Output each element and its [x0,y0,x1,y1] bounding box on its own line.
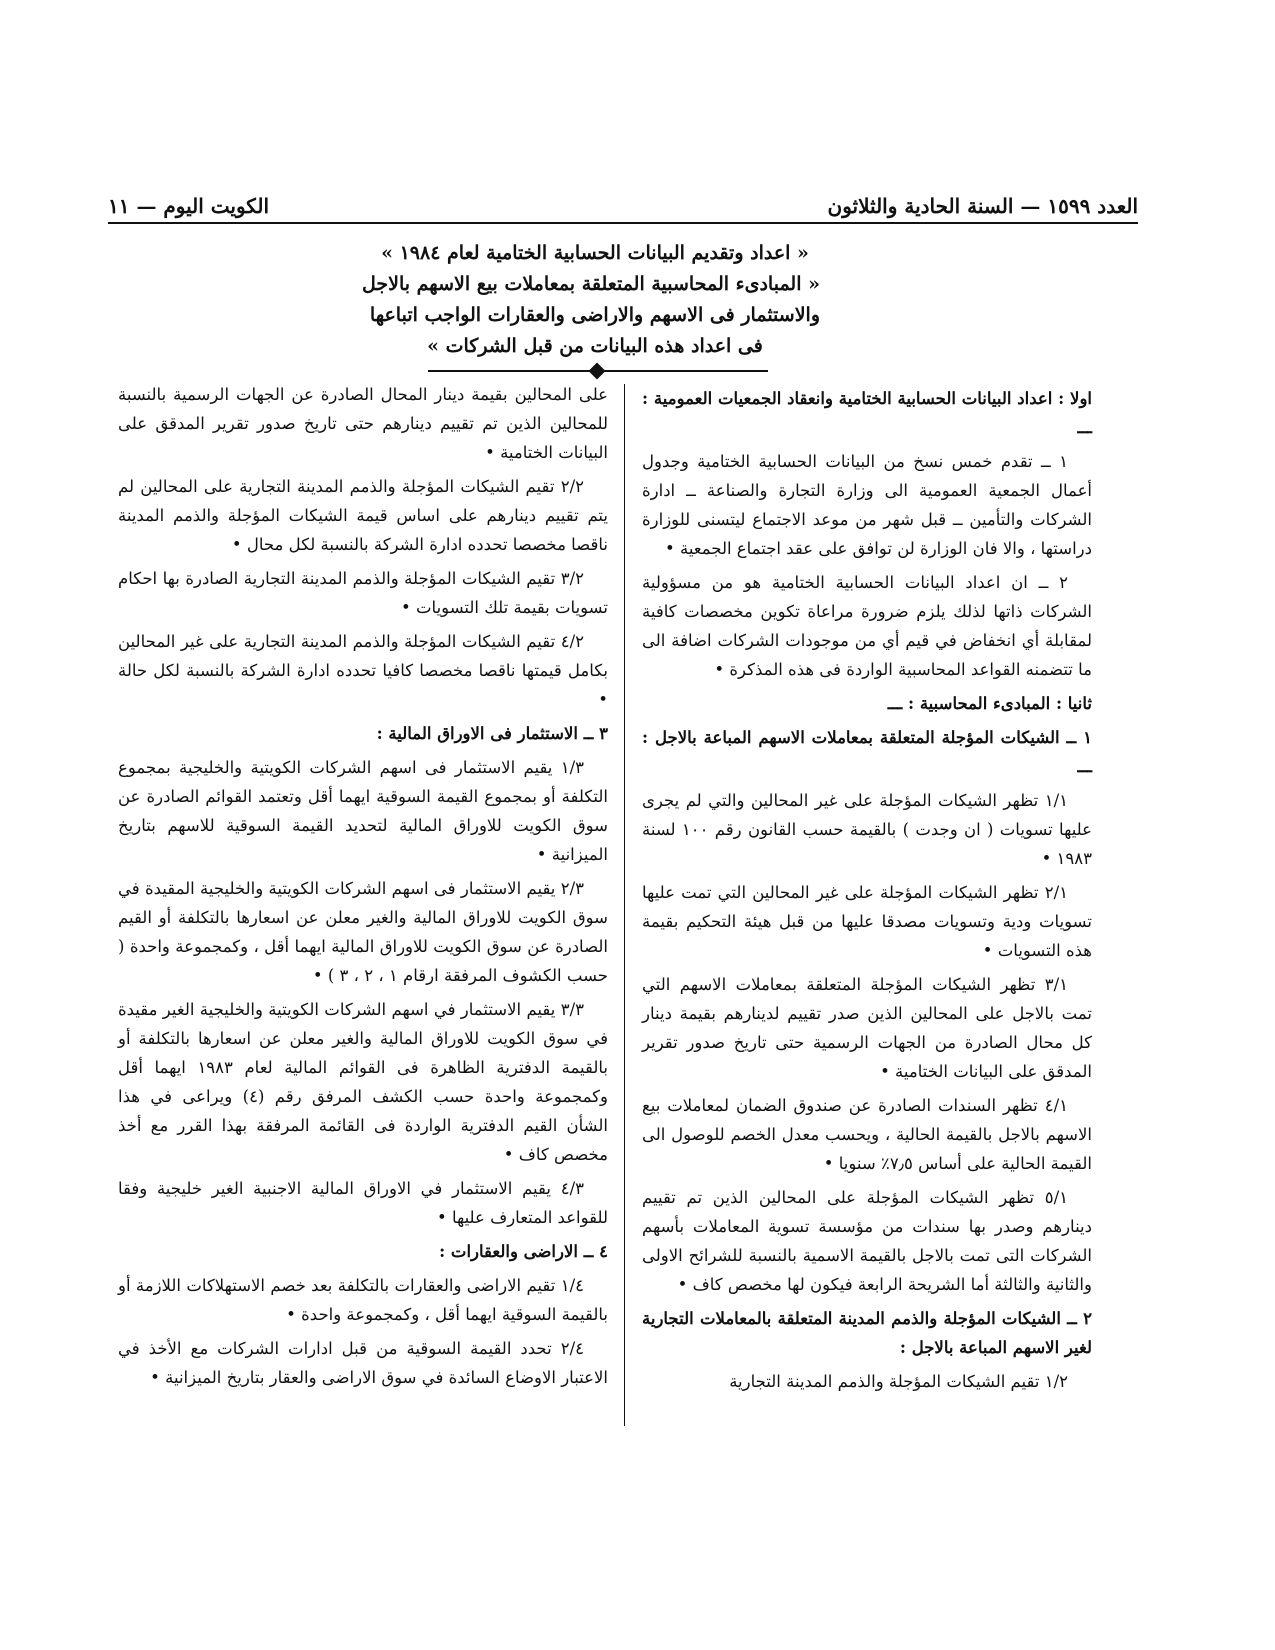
paragraph: ٢/٢ تقيم الشيكات المؤجلة والذمم المدينة التجارية على المحالين لم يتم تقييم دينارهم على اساس قيمة الشيكات المؤجلة والذمم المدينة ناقصا مخصصا تحدده ادارة الشركة بالنسبة لكل محال • [118,477,608,554]
left-column [118,380,608,1397]
document-title [362,238,820,362]
paragraph: ٢/١ تظهر الشيكات المؤجلة على غير المحالين التي تمت عليها تسويات ودية وتسويات مصدقا عليها من قبل هيئة التحكيم بقيمة هذه التسويات • [642,883,1092,960]
paragraph: ٥/١ تظهر الشيكات المؤجلة على المحالين الذين تم تقييم دينارهم وصدر بها سندات من مؤسسة تسوية المعاملات بأسهم الشركات التى تمت بالاجل بالقيمة الاسمية بالنسبة للشرائح الاولى والثانية والثالثة أما الشريحة الرابعة فيكون لها مخصص كاف • [642,1188,1092,1294]
paragraph: ٤/١ تظهر السندات الصادرة عن صندوق الضمان لمعاملات بيع الاسهم بالاجل بالقيمة الحالية ، ويحسب معدل الخصم للوصول الى القيمة الحالية على أساس ٧٫٥٪ سنويا • [642,1096,1092,1173]
right-column [642,380,1092,1401]
paragraph: ١ ــ تقدم خمس نسخ من البيانات الحسابية الختامية وجدول أعمال الجمعية العمومية الى وزارة التجارة والصناعة ــ ادارة الشركات والتأمين ــ قبل شهر من موعد الاجتماع ليتسنى للوزارة دراستها ، والا فان الوزارة لن توافق على عقد اجتماع الجمعية • [642,452,1092,558]
title-line: « المبادىء المحاسبية المتعلقة بمعاملات بيع الاسهم بالاجل [362,273,820,295]
issue-number: العدد ١٥٩٩ — السنة الحادية والثلاثون [827,194,1138,218]
diamond-icon [589,363,606,380]
column-divider [624,384,625,1426]
subsection-heading: ١ ــ الشيكات المؤجلة المتعلقة بمعاملات الاسهم المباعة بالاجل : ـــ [642,728,1092,776]
paragraph: ١/١ تظهر الشيكات المؤجلة على غير المحالين والتي لم يجرى عليها تسويات ( ان وجدت ) بالقيمة حسب القانون رقم ١٠٠ لسنة ١٩٨٣ • [642,791,1092,868]
masthead: الكويت اليوم — ١١ [108,194,270,218]
section-heading: ثانيا : المبادىء المحاسبية : ـــ [887,694,1092,713]
title-line: والاستثمار فى الاسهم والاراضى والعقارات الواجب اتباعها [369,304,820,326]
paragraph: ١/٢ تقيم الشيكات المؤجلة والذمم المدينة التجارية [729,1372,1068,1391]
title-ornament [428,366,768,376]
title-line: فى اعداد هذه البيانات من قبل الشركات » [427,335,763,357]
section-heading: اولا : اعداد البيانات الحسابية الختامية وانعقاد الجمعيات العمومية : ـــ [642,389,1092,437]
paragraph: ٣/٢ تقيم الشيكات المؤجلة والذمم المدينة التجارية الصادرة بها احكام تسويات بقيمة تلك التسويات • [118,569,608,617]
paragraph: على المحالين بقيمة دينار المحال الصادرة عن الجهات الرسمية بالنسبة للمحالين الذين تم تقييم دينارهم حتى تاريخ صدور تقرير المدقق على البيانات الختامية • [118,385,608,462]
section-heading: ٤ ــ الاراضى والعقارات : [439,1242,608,1261]
paragraph: ٢/٤ تحدد القيمة السوقية من قبل ادارات الشركات مع الأخذ في الاعتبار الاوضاع السائدة في سوق الاراضى والعقار بتاريخ الميزانية • [118,1339,608,1387]
subsection-heading: ٢ ــ الشيكات المؤجلة والذمم المدينة المتعلقة بالمعاملات التجارية لغير الاسهم المباعة بالاجل : [642,1309,1092,1357]
paragraph: ٣/٣ يقيم الاستثمار في اسهم الشركات الكويتية والخليجية الغير مقيدة في سوق الكويت للاوراق المالية والغير معلن عن اسعارها بالتكلفة أو بالقيمة الدفترية الظاهرة فى القوائم المالية لعام ١٩٨٣ ايهما أقل وكمجموعة واحدة حسب الكشف المرفق رقم (٤) ويراعى في هذا الشأن القيم الدفترية الواردة فى القائمة المرفقة بهذا القرر مع أخذ مخصص كاف • [118,1000,608,1164]
title-line: « اعداد وتقديم البيانات الحسابية الختامية لعام ١٩٨٤ » [381,242,809,264]
page-header [108,192,1138,220]
paragraph: ١/٤ تقيم الاراضى والعقارات بالتكلفة بعد خصم الاستهلاكات اللازمة أو بالقيمة السوقية ايهما أقل ، وكمجموعة واحدة • [118,1276,608,1324]
paragraph: ١/٣ يقيم الاستثمار فى اسهم الشركات الكويتية والخليجية بمجموع التكلفة أو بمجموع القيمة السوقية ايهما أقل وتعتمد القوائم الصادرة عن سوق الكويت للاوراق المالية لتحديد القيمة السوقية للاسهم بتاريخ الميزانية • [118,758,608,864]
paragraph: ٢/٣ يقيم الاستثمار فى اسهم الشركات الكويتية والخليجية المقيدة في سوق الكويت للاوراق المالية والغير معلن عن اسعارها بالتكلفة أو القيم الصادرة عن سوق الكويت للاوراق المالية ايهما أقل ، وكمجموعة واحدة ( حسب الكشوف المرفقة ارقام ١ ، ٢ ، ٣ ) • [118,879,608,985]
paragraph: ٤/٣ يقيم الاستثمار في الاوراق المالية الاجنبية الغير خليجية وفقا للقواعد المتعارف عليها • [118,1179,608,1227]
paragraph: ٢ ــ ان اعداد البيانات الحسابية الختامية هو من مسؤولية الشركات ذاتها لذلك يلزم ضرورة مراعاة تكوين مخصصات كافية لمقابلة أي انخفاض في قيم أي من موجودات الشركات اضافة الى ما تتضمنه القواعد المحاسبية الواردة فى هذه المذكرة • [642,573,1092,679]
header-rule [108,222,1138,224]
paragraph: ٤/٢ تقيم الشيكات المؤجلة والذمم المدينة التجارية على غير المحالين بكامل قيمتها ناقصا مخصصا كافيا تحدده ادارة الشركة بالنسبة لكل حالة • [118,632,608,709]
section-heading: ٣ ــ الاستثمار فى الاوراق المالية : [376,724,608,743]
paragraph: ٣/١ تظهر الشيكات المؤجلة المتعلقة بمعاملات الاسهم التي تمت بالاجل على المحالين الذين صدر تقييم لدينارهم بقيمة دينار كل محال الصادرة من الجهات الرسمية حتى تاريخ صدور تقرير المدقق على البيانات الختامية • [642,975,1092,1081]
